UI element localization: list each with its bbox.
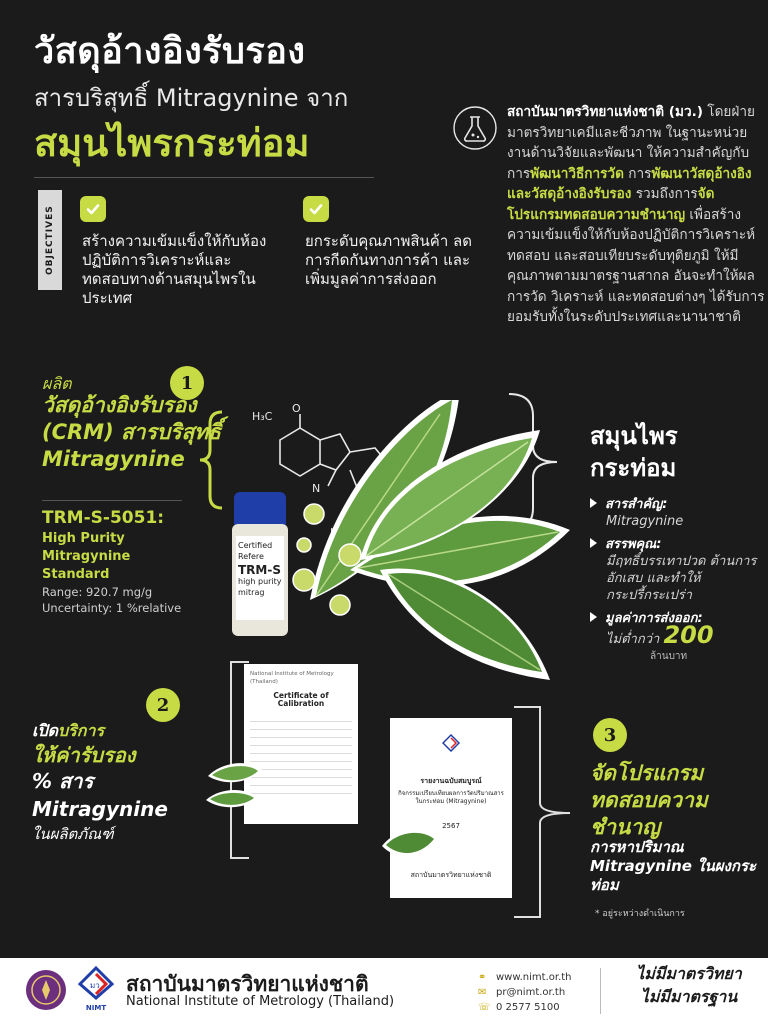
check-icon	[80, 196, 106, 222]
bottle-label: Certified Refere TRM-S high purity mitrag	[236, 536, 284, 620]
phone-link[interactable]: ☏ 0 2577 5100	[478, 1002, 560, 1013]
section1-title: วัสดุอ้างอิงรับรอง (CRM) สารบริสุทธิ์ Mitragynine	[42, 393, 221, 471]
section2-line3: % สาร	[32, 769, 94, 793]
svg-text:O: O	[292, 402, 301, 415]
list-item: สรรพคุณ: มีฤทธิ์บรรเทาปวด ต้านการอักเสบ และทำให้กระปรี้กระเปร่า	[590, 536, 760, 604]
website-link[interactable]: ⚭ www.nimt.or.th	[478, 972, 572, 983]
nimt-logo-icon	[442, 734, 460, 752]
divider	[600, 968, 601, 1014]
objective-2: ยกระดับคุณภาพสินค้า ลดการกีดกันทางการค้า และเพิ่มมูลค่าการส่งออก	[305, 232, 472, 288]
org-name-th: สถาบันมาตรวิทยาแห่งชาติ	[126, 972, 369, 996]
svg-text:N: N	[312, 482, 321, 495]
divider	[42, 500, 182, 501]
leaf-icon	[380, 820, 440, 870]
step-2-badge: 2	[146, 688, 180, 722]
email-link[interactable]: ✉ pr@nimt.or.th	[478, 987, 566, 998]
section1-label: ผลิต	[42, 374, 72, 393]
bottle-cap	[234, 492, 286, 526]
divider	[34, 177, 374, 178]
main-title: วัสดุอ้างอิงรับรอง	[34, 31, 306, 72]
subtitle: สารบริสุทธิ์ Mitragynine จาก	[34, 84, 349, 112]
product-name: High Purity Mitragynine Standard	[42, 531, 131, 582]
section2-line1: เปิดบริการ	[32, 721, 105, 740]
step-3-badge: 3	[593, 718, 627, 752]
product-meta	[42, 584, 181, 616]
section3-title: จัดโปรแกรมทดสอบความชำนาญ	[590, 761, 708, 839]
calibration-certificate: National Institute of Metrology (Thailand) Certificate of Calibration	[244, 664, 358, 824]
leaf-icon	[204, 756, 264, 816]
nimt-logo: มว NIMT	[76, 966, 116, 1014]
list-item: สารสำคัญ: Mitragynine	[590, 496, 760, 530]
intro-paragraph: สถาบันมาตรวิทยาแห่งชาติ (มว.) โดยฝ่ายมาตรวิทยาเคมีและชีวภาพ ในฐานะหน่วยงานด้านวิจัยและพัฒนา ให้ความสำคัญกับการพัฒนาวิธีการวัด การพัฒนาวัสดุอ้างอิงและวัสดุอ้างอิงรับรอง รวมถึงการจัดโปรแกรมทดสอบความชำนาญ เพื่อสร้างความเข้มแข็งให้กับห้องปฏิบัติการวิเคราะห์ ทดสอบ และสอบเทียบระดับทุติยภูมิ ให้มีคุณภาพตามมาตรฐานสากล อันจะทำให้ผลการวัด วิเคราะห์ และทดสอบต่างๆ ได้รับการยอมรับทั้งในระดับประเทศและนานาชาติ	[507, 104, 765, 325]
contact-info	[478, 970, 572, 1015]
product-code: TRM-S-5051:	[42, 508, 165, 528]
list-item: มูลค่าการส่งออก: ไม่ต่ำกว่า 200 ล้านบาท	[590, 610, 760, 665]
svg-text:H₃C: H₃C	[252, 410, 273, 423]
export-value: 200	[663, 621, 714, 649]
export-unit: ล้านบาท	[650, 651, 688, 662]
objectives-tag: OBJECTIVES	[38, 190, 62, 290]
slogan: ไม่มีมาตรวิทยา ไม่มีมาตรฐาน	[636, 964, 742, 1006]
section2-line4: Mitragynine	[32, 797, 168, 821]
step-1-badge: 1	[170, 366, 204, 400]
check-icon	[303, 196, 329, 222]
objective-1: สร้างความเข้มแข็งให้กับห้องปฏิบัติการวิเคราะห์และทดสอบทางด้านสมุนไพรในประเทศ	[82, 232, 267, 307]
mail-icon: ✉	[478, 987, 487, 998]
kratom-plant-illustration	[240, 400, 570, 700]
section3-subtitle: การหาปริมาณ Mitragynine ในผงกระท่อม	[590, 838, 757, 894]
section2-line2: ให้ค่ารับรอง	[32, 743, 136, 767]
org-name-en: National Institute of Metrology (Thailand)	[126, 994, 395, 1009]
lab-flask-icon	[452, 105, 498, 151]
svg-text:มว: มว	[90, 981, 100, 990]
herb-info-title: สมุนไพร กระท่อม	[590, 422, 678, 482]
proficiency-report: รายงานฉบับสมบูรณ์ กิจกรรมเปรียบเทียบผลการวัดปริมาณสารในกระท่อม (Mitragynine) 2567 สถาบันมาตรวิทยาแห่งชาติ	[390, 718, 512, 898]
section3-bracket	[510, 705, 580, 920]
phone-icon: ☏	[478, 1002, 491, 1013]
herb-info-list	[590, 496, 760, 671]
ministry-seal-icon	[24, 968, 68, 1012]
brace-left	[196, 410, 226, 510]
herb-title-highlight: สมุนไพรกระท่อม	[34, 121, 310, 165]
product-range: Range: 920.7 mg/g	[42, 585, 153, 599]
globe-icon: ⚭	[478, 972, 487, 983]
section2-line5: ในผลิตภัณฑ์	[32, 825, 114, 843]
section3-note: * อยู่ระหว่างดำเนินการ	[595, 909, 685, 919]
product-uncertainty: Uncertainty: 1 %relative	[42, 601, 182, 615]
